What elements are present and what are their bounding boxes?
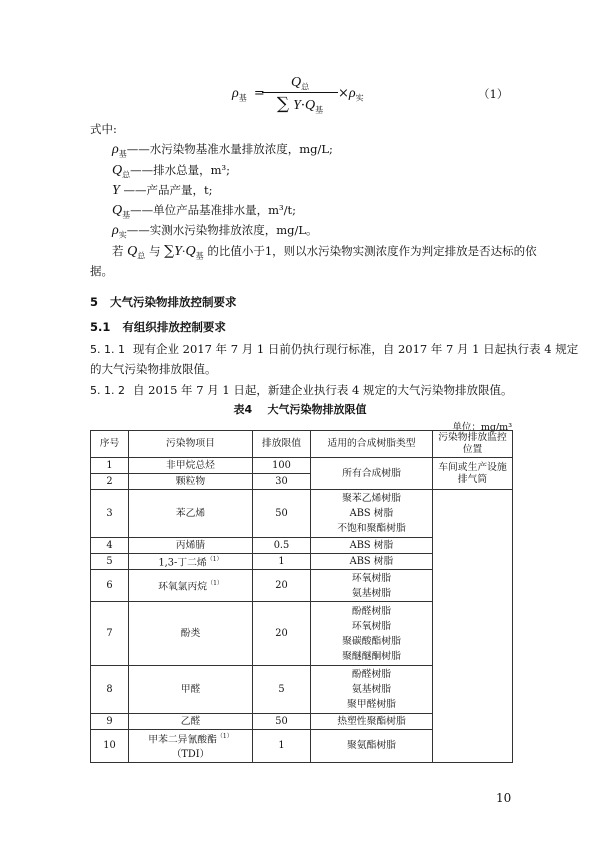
definition-rho-base: $\rho_基——$水污染物基准水量排放浓度，mg/L; <box>112 142 333 159</box>
cell-no: 8 <box>91 666 129 714</box>
table-row <box>91 458 513 474</box>
cell-limit: 50 <box>253 490 311 538</box>
cell-resin: 聚氨酯树脂 <box>311 730 433 762</box>
cell-pollutant: 苯乙烯 <box>129 490 253 538</box>
page-number: 10 <box>496 791 512 805</box>
formula-number: （1） <box>478 87 509 101</box>
cell-resin: 酚醛树脂 环氧树脂 聚碳酸酯树脂 聚醚醚酮树脂 <box>311 602 433 666</box>
cell-resin: 热塑性聚酯树脂 <box>311 714 433 730</box>
fraction-bar <box>262 92 338 93</box>
table-unit: 单位：mg/m³ <box>452 422 512 433</box>
cell-no: 10 <box>91 730 129 762</box>
cell-no: 3 <box>91 490 129 538</box>
definition-q-total: $Q_总——$排水总量，m³; <box>112 163 231 180</box>
cell-resin: ABS 树脂 <box>311 538 433 554</box>
cell-no: 2 <box>91 474 129 490</box>
header-no: 序号 <box>91 431 129 458</box>
definition-q-base: $Q_基——$单位产品基准排水量，m³/t; <box>112 203 297 220</box>
header-limit: 排放限值 <box>253 431 311 458</box>
table-caption: 表4 大气污染物排放限值 <box>233 403 367 416</box>
table-row <box>91 490 513 538</box>
section-5-heading: 5 大气污染物排放控制要求 <box>90 295 237 309</box>
cell-pollutant: 丙烯腈 <box>129 538 253 554</box>
cell-monitor-empty <box>433 490 513 763</box>
cell-pollutant: 非甲烷总烃 <box>129 458 253 474</box>
formula-lhs: $\rho_基$ = <box>232 86 265 103</box>
section-5-1-heading: 5.1 有组织排放控制要求 <box>90 320 226 334</box>
emission-limits-table <box>90 430 513 763</box>
paragraph-5-1-2: 5. 1. 2 自 2015 年 7 月 1 日起，新建企业执行表 4 规定的大气污染物排放限值。 <box>90 383 513 397</box>
where-label: 式中: <box>90 122 117 136</box>
cell-no: 4 <box>91 538 129 554</box>
cell-limit: 0.5 <box>253 538 311 554</box>
cell-pollutant: 甲苯二异氰酸酯$^{(1)}$ （TDI） <box>129 730 253 762</box>
cell-resin: ABS 树脂 <box>311 554 433 570</box>
cell-no: 9 <box>91 714 129 730</box>
cell-pollutant: 1,3-丁二烯$^{(1)}$ <box>129 554 253 570</box>
cell-pollutant: 环氧氯丙烷$^{(1)}$ <box>129 570 253 602</box>
formula <box>0 0 600 130</box>
formula-fraction <box>262 76 338 113</box>
cell-monitor: 车间或生产设施 排气筒 <box>433 458 513 490</box>
cell-limit: 5 <box>253 666 311 714</box>
formula-denominator: ∑ $Y\cdot Q_基$ <box>276 94 324 115</box>
cell-no: 1 <box>91 458 129 474</box>
paragraph-5-1-1-line2: 的大气污染物排放限值。 <box>90 362 217 376</box>
cell-pollutant: 乙醛 <box>129 714 253 730</box>
cell-no: 5 <box>91 554 129 570</box>
formula-numerator: $Q_总$ <box>290 75 310 92</box>
cell-limit: 100 <box>253 458 311 474</box>
definition-y: Y ——产品产量，t; <box>112 183 213 198</box>
paragraph-5-1-1: 5. 1. 1 现有企业 2017 年 7 月 1 日前仍执行现行标准，自 2017 年 7 月 1 日起执行表 4 规定 <box>90 342 579 356</box>
judgement-paragraph-line2: 据。 <box>90 264 113 278</box>
cell-no: 6 <box>91 570 129 602</box>
cell-limit: 20 <box>253 602 311 666</box>
header-resin-type: 适用的合成树脂类型 <box>311 431 433 458</box>
header-monitor-location: 污染物排放监控位置 <box>433 431 513 458</box>
cell-limit: 20 <box>253 570 311 602</box>
cell-resin: 环氧树脂 氨基树脂 <box>311 570 433 602</box>
cell-limit: 1 <box>253 554 311 570</box>
cell-pollutant: 甲醛 <box>129 666 253 714</box>
cell-resin: 聚苯乙烯树脂 ABS 树脂 不饱和聚酯树脂 <box>311 490 433 538</box>
header-pollutant: 污染物项目 <box>129 431 253 458</box>
judgement-paragraph: 若 $Q_总$ 与 $\sum Y\cdot Q_基$ 的比值小于1，则以水污染物实测浓度作为判定排放是否达标的依 <box>112 243 537 261</box>
formula-rhs: $\times\rho_实$ <box>338 86 364 103</box>
table-header-row <box>91 431 513 458</box>
cell-resin: 所有合成树脂 <box>311 458 433 490</box>
cell-pollutant: 颗粒物 <box>129 474 253 490</box>
cell-resin: 酚醛树脂 氨基树脂 聚甲醛树脂 <box>311 666 433 714</box>
cell-no: 7 <box>91 602 129 666</box>
definition-rho-actual: $\rho_实——$实测水污染物排放浓度，mg/L。 <box>112 223 318 240</box>
cell-limit: 1 <box>253 730 311 762</box>
cell-limit: 30 <box>253 474 311 490</box>
cell-pollutant: 酚类 <box>129 602 253 666</box>
cell-limit: 50 <box>253 714 311 730</box>
